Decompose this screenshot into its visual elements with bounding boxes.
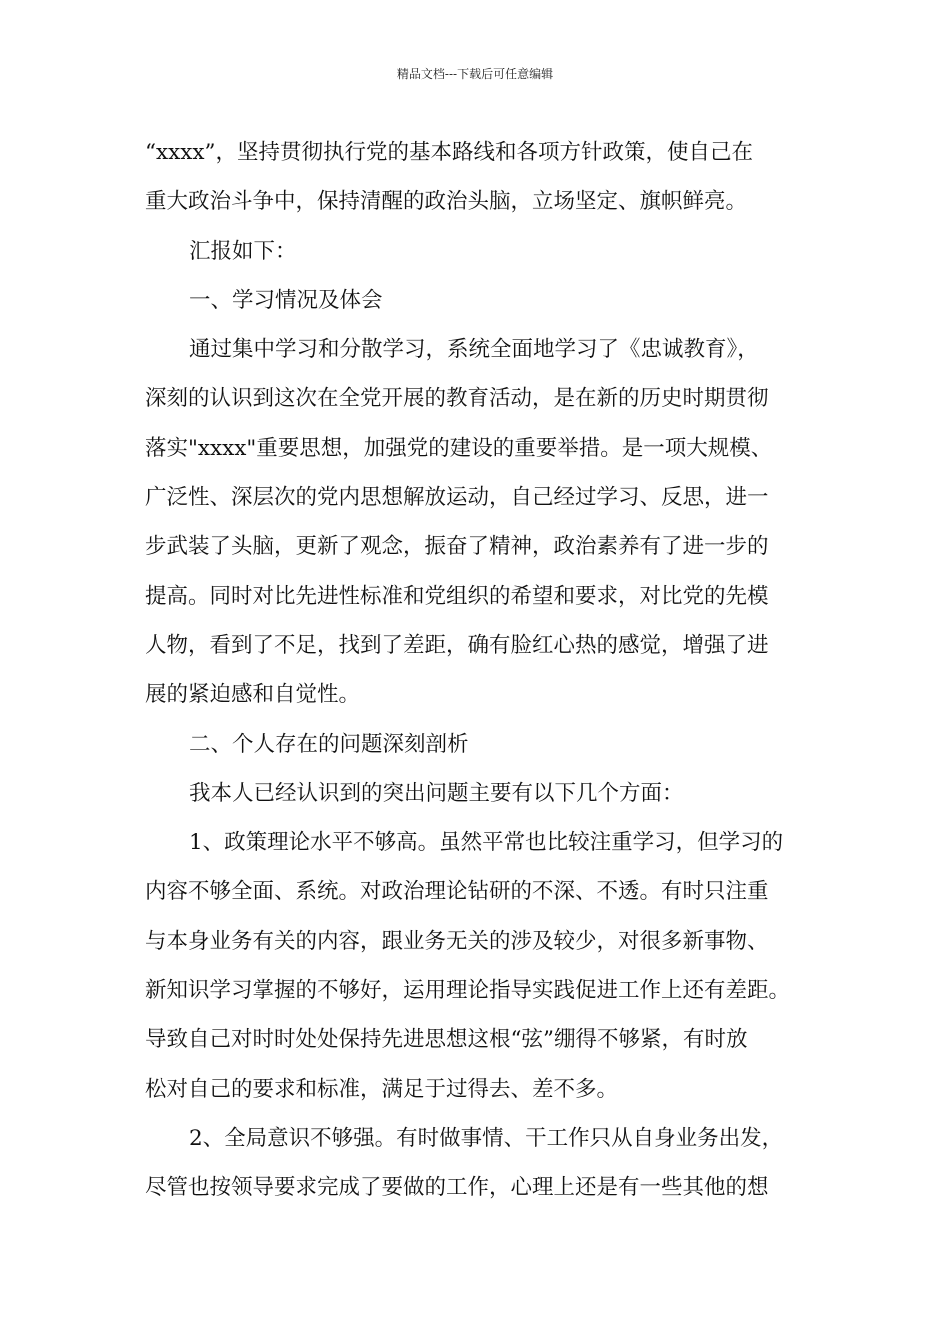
- text-line: 深刻的认识到这次在全党开展的教育活动，是在新的历史时期贯彻: [145, 386, 769, 412]
- text-line: 广泛性、深层次的党内思想解放运动，自己经过学习、反思，进一: [145, 485, 769, 511]
- text-line: 新知识学习掌握的不够好，运用理论指导实践促进工作上还有差距。: [145, 978, 791, 1004]
- page-header: 精品文档---下载后可任意编辑: [396, 67, 554, 81]
- text-line: 2、全局意识不够强。有时做事情、干工作只从自身业务出发，: [189, 1125, 784, 1151]
- text-line: 尽管也按领导要求完成了要做的工作，心理上还是有一些其他的想: [145, 1175, 769, 1201]
- text-line: 人物，看到了不足，找到了差距，确有脸红心热的感觉，增强了进: [145, 632, 769, 658]
- section-heading: 二、个人存在的问题深刻剖析: [189, 731, 469, 757]
- section-heading: 一、学习情况及体会: [189, 287, 383, 313]
- text-line: 1、政策理论水平不够高。虽然平常也比较注重学习，但学习的: [189, 830, 784, 856]
- text-line: 与本身业务有关的内容，跟业务无关的涉及较少，对很多新事物、: [145, 928, 769, 954]
- text-line: 汇报如下：: [189, 238, 297, 264]
- text-line: 展的紧迫感和自觉性。: [145, 682, 361, 708]
- text-line: 内容不够全面、系统。对政治理论钻研的不深、不透。有时只注重: [145, 879, 769, 905]
- text-line: 步武装了头脑，更新了观念，振奋了精神，政治素养有了进一步的: [145, 534, 769, 560]
- document-body: [145, 128, 810, 1213]
- text-line: 导致自己对时时处处保持先进思想这根“弦”绷得不够紧，有时放: [145, 1027, 748, 1053]
- text-line: 我本人已经认识到的突出问题主要有以下几个方面：: [189, 780, 684, 806]
- text-line: 重大政治斗争中，保持清醒的政治头脑，立场坚定、旗帜鲜亮。: [145, 189, 748, 215]
- text-line: 落实"xxxx"重要思想，加强党的建设的重要举措。是一项大规模、: [145, 435, 773, 461]
- text-line: 松对自己的要求和标准，满足于过得去、差不多。: [145, 1076, 619, 1102]
- text-line: 提高。同时对比先进性标准和党组织的希望和要求，对比党的先模: [145, 583, 769, 609]
- text-line: “xxxx”，坚持贯彻执行党的基本路线和各项方针政策，使自己在: [145, 140, 753, 165]
- text-line: 通过集中学习和分散学习，系统全面地学习了《忠诚教育》，: [189, 337, 759, 363]
